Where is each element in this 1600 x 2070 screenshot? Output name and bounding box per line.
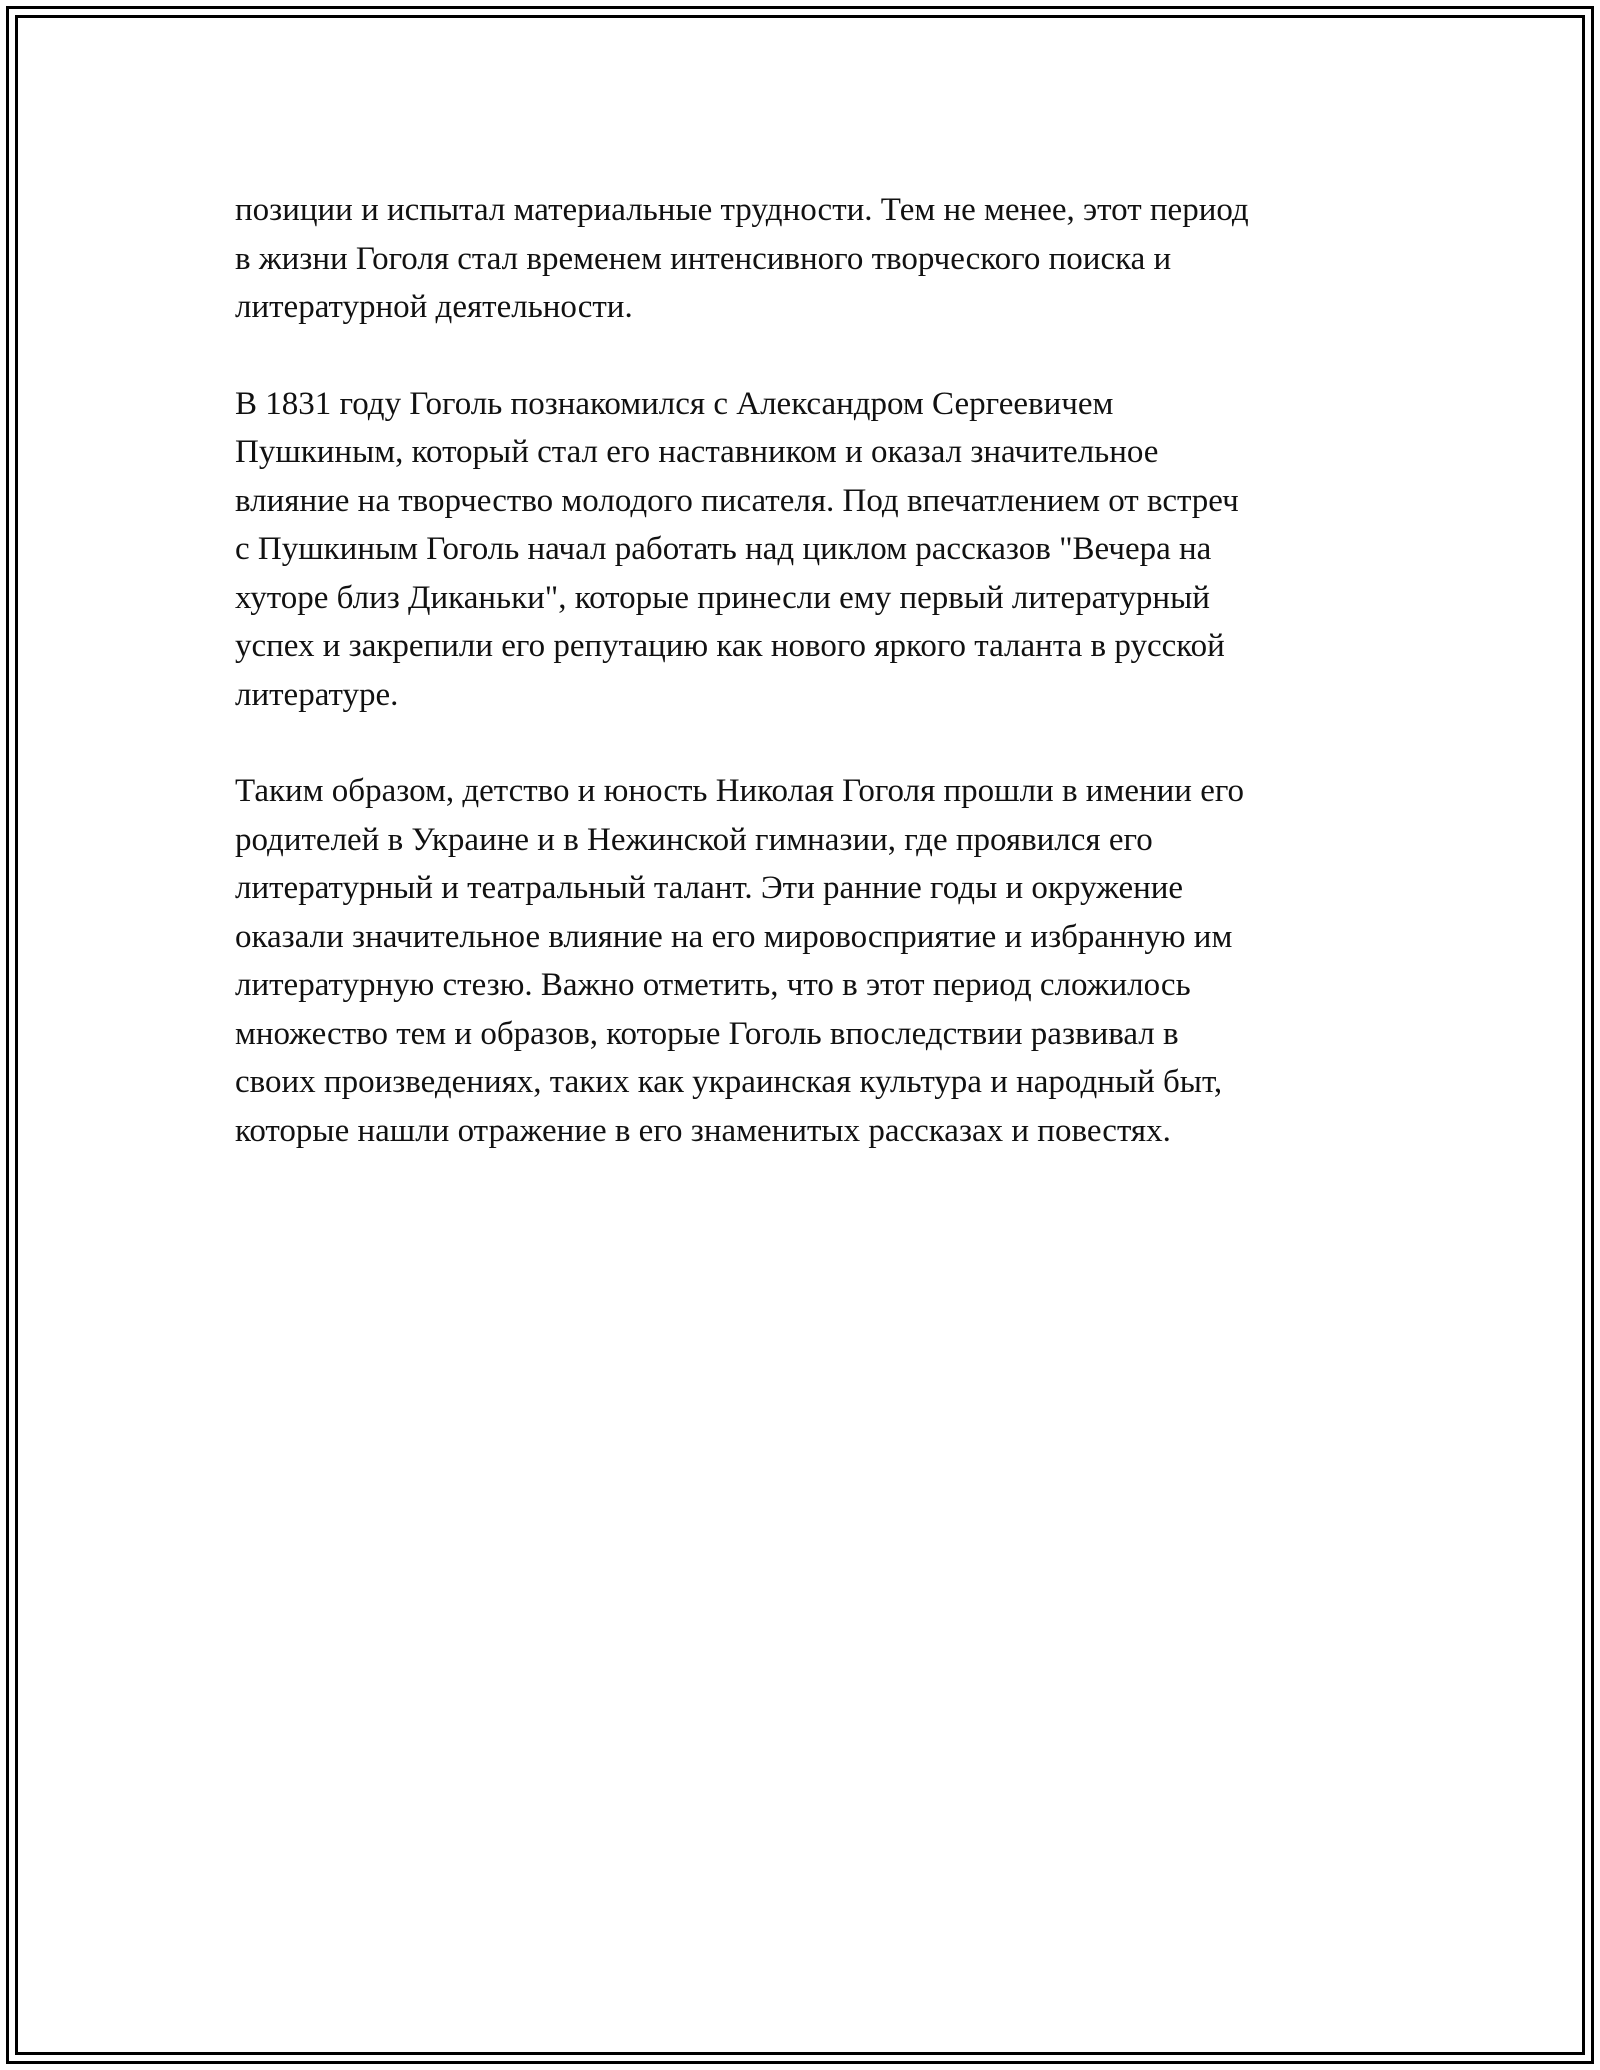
document-body [235, 186, 1385, 1203]
paragraph-2: В 1831 году Гоголь познакомился с Александром Сергеевичем Пушкиным, который стал его наставником и оказал значительное влияние на творчество молодого писателя. Под впечатлением от встреч с Пушкиным Гоголь начал работать над циклом рассказов "Вечера на хуторе близ Диканьки", которые принесли ему первый литературный успех и закрепили его репутацию как нового яркого таланта в русской литературе. [235, 385, 1239, 713]
paragraph-1: позиции и испытал материальные трудности. Тем не менее, этот период в жизни Гоголя стал временем интенсивного творческого поиска и литературной деятельности. [235, 192, 1249, 325]
paragraph-3: Таким образом, детство и юность Николая Гоголя прошли в имении его родителей в Украине и в Нежинской гимназии, где проявился его литературный и театральный талант. Эти ранние годы и окружение оказали значительное влияние на его мировосприятие и избранную им литературную стезю. Важно отметить, что в этот период сложилось множество тем и образов, которые Гоголь впоследствии развивал в своих произведениях, таких как украинская культура и народный быт, которые нашли отражение в его знаменитых рассказах и повестях. [235, 773, 1245, 1149]
